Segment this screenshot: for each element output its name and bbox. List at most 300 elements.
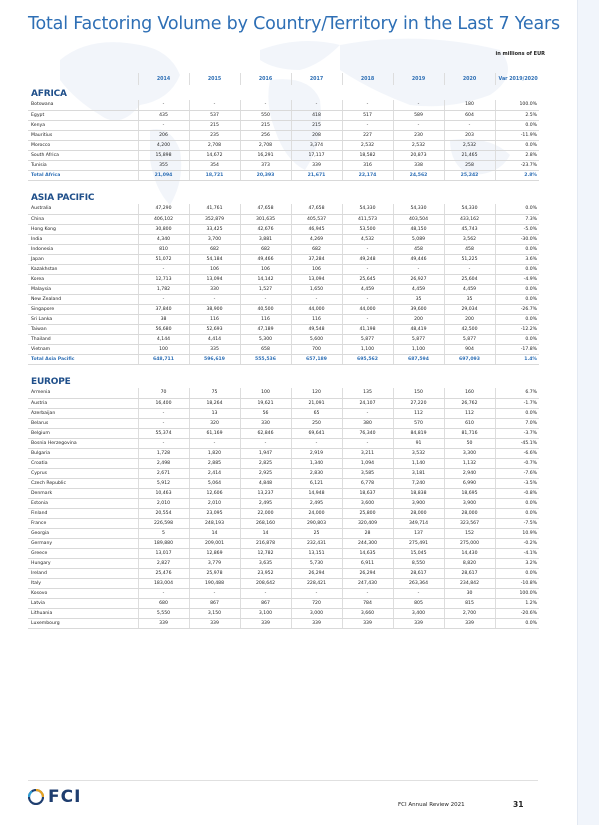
value-cell: 120 (291, 388, 342, 398)
section-gap (28, 364, 539, 373)
value-cell: - (444, 264, 495, 274)
total-value-cell: 648,711 (138, 354, 189, 364)
total-value-cell: 21,671 (291, 170, 342, 180)
total-value-cell: 21,094 (138, 170, 189, 180)
variation-cell: 10.9% (495, 528, 539, 538)
value-cell: 4,459 (444, 284, 495, 294)
value-cell: 28,617 (444, 568, 495, 578)
value-cell: 41,198 (342, 324, 393, 334)
value-cell: 2,919 (291, 448, 342, 458)
value-cell: 2,532 (444, 140, 495, 150)
value-cell: 17,117 (291, 150, 342, 160)
value-cell: - (342, 294, 393, 304)
value-cell: 5,600 (291, 334, 342, 344)
country-name: Kazakhstan (28, 264, 138, 274)
value-cell: 316 (342, 160, 393, 170)
value-cell: 226,598 (138, 518, 189, 528)
value-cell: - (240, 294, 291, 304)
table-row (28, 120, 539, 130)
value-cell: 61,169 (189, 428, 240, 438)
value-cell: - (291, 588, 342, 598)
value-cell: 10,463 (138, 488, 189, 498)
value-cell: 2,671 (138, 468, 189, 478)
value-cell: 234,842 (444, 578, 495, 588)
total-value-cell: 687,594 (393, 354, 444, 364)
table-row (28, 110, 539, 120)
value-cell: 23,095 (189, 508, 240, 518)
value-cell: 54,330 (393, 204, 444, 214)
table-row (28, 264, 539, 274)
country-name: Tunisia (28, 160, 138, 170)
value-cell: 3,532 (393, 448, 444, 458)
value-cell: - (138, 438, 189, 448)
value-cell: 18,695 (444, 488, 495, 498)
table-row (28, 244, 539, 254)
total-value-cell: 657,189 (291, 354, 342, 364)
variation-cell: -6.6% (495, 448, 539, 458)
variation-cell: 6.7% (495, 388, 539, 398)
country-name: Hungary (28, 558, 138, 568)
variation-cell: 0.0% (495, 120, 539, 130)
value-cell: 458 (444, 244, 495, 254)
value-cell: 658 (240, 344, 291, 354)
value-cell: 7,240 (393, 478, 444, 488)
column-header: 2020 (444, 73, 495, 85)
variation-cell: 0.0% (495, 568, 539, 578)
table-row (28, 438, 539, 448)
value-cell: - (138, 588, 189, 598)
variation-cell: 0.0% (495, 408, 539, 418)
value-cell: 263,364 (393, 578, 444, 588)
column-header: 2018 (342, 73, 393, 85)
value-cell: - (342, 588, 393, 598)
value-cell: 2,498 (138, 458, 189, 468)
country-name: Lithuania (28, 608, 138, 618)
value-cell: 3,181 (393, 468, 444, 478)
value-cell: 137 (393, 528, 444, 538)
value-cell: - (291, 100, 342, 110)
value-cell: 28,000 (444, 508, 495, 518)
variation-cell: 0.0% (495, 334, 539, 344)
value-cell: 6,121 (291, 478, 342, 488)
value-cell: 40,500 (240, 304, 291, 314)
value-cell: - (138, 100, 189, 110)
variation-cell: 100.0% (495, 588, 539, 598)
country-name: Thailand (28, 334, 138, 344)
variation-cell: 2.8% (495, 150, 539, 160)
value-cell: 403,504 (393, 214, 444, 224)
value-cell: 16,291 (240, 150, 291, 160)
value-cell: 160 (444, 388, 495, 398)
table-row (28, 588, 539, 598)
value-cell: 47,290 (138, 204, 189, 214)
value-cell: 1,782 (138, 284, 189, 294)
value-cell: 373 (240, 160, 291, 170)
value-cell: 1,340 (291, 458, 342, 468)
value-cell: 14,430 (444, 548, 495, 558)
value-cell: 3,150 (189, 608, 240, 618)
value-cell: 3,900 (444, 498, 495, 508)
value-cell: 2,010 (138, 498, 189, 508)
country-name: Denmark (28, 488, 138, 498)
value-cell: 433,162 (444, 214, 495, 224)
value-cell: 54,184 (189, 254, 240, 264)
value-cell: 21,465 (444, 150, 495, 160)
value-cell: 25,476 (138, 568, 189, 578)
header-blank (28, 73, 138, 85)
table-row (28, 388, 539, 398)
value-cell: 4,459 (393, 284, 444, 294)
variation-cell: -20.6% (495, 608, 539, 618)
variation-cell: -26.7% (495, 304, 539, 314)
value-cell: 4,414 (189, 334, 240, 344)
value-cell: 206 (138, 130, 189, 140)
value-cell: 55,374 (138, 428, 189, 438)
value-cell: 244,300 (342, 538, 393, 548)
total-value-cell: 22,174 (342, 170, 393, 180)
value-cell: 13,151 (291, 548, 342, 558)
variation-cell: -0.8% (495, 488, 539, 498)
value-cell: - (342, 100, 393, 110)
value-cell: 18,838 (393, 488, 444, 498)
value-cell: 301,635 (240, 214, 291, 224)
value-cell: 604 (444, 110, 495, 120)
table-row (28, 140, 539, 150)
value-cell: 26,762 (444, 398, 495, 408)
table-row (28, 518, 539, 528)
value-cell: 49,248 (342, 254, 393, 264)
value-cell: 116 (240, 314, 291, 324)
table-row (28, 204, 539, 214)
value-cell: 25,800 (342, 508, 393, 518)
section-title: ASIA PACIFIC (31, 193, 95, 203)
value-cell: 5,300 (240, 334, 291, 344)
value-cell: 682 (240, 244, 291, 254)
value-cell: 150 (393, 388, 444, 398)
country-name: Latvia (28, 598, 138, 608)
total-row (28, 354, 539, 364)
value-cell: 1,650 (291, 284, 342, 294)
value-cell: 3,700 (189, 234, 240, 244)
value-cell: 12,606 (189, 488, 240, 498)
value-cell: 3,585 (342, 468, 393, 478)
value-cell: 537 (189, 110, 240, 120)
variation-cell: -11.9% (495, 130, 539, 140)
variation-cell: 100.0% (495, 100, 539, 110)
value-cell: 1,140 (393, 458, 444, 468)
table-row (28, 234, 539, 244)
value-cell: 49,548 (291, 324, 342, 334)
value-cell: 12,713 (138, 274, 189, 284)
value-cell: 458 (393, 244, 444, 254)
value-cell: 3,400 (393, 608, 444, 618)
variation-cell: -3.5% (495, 478, 539, 488)
table-row (28, 214, 539, 224)
table-row (28, 448, 539, 458)
value-cell: 339 (444, 618, 495, 628)
value-cell: 180 (444, 100, 495, 110)
value-cell: 27,220 (393, 398, 444, 408)
value-cell: 215 (291, 120, 342, 130)
country-name: New Zealand (28, 294, 138, 304)
column-header: 2016 (240, 73, 291, 85)
value-cell: - (393, 120, 444, 130)
value-cell: 1,820 (189, 448, 240, 458)
value-cell: 339 (189, 618, 240, 628)
variation-cell: 0.0% (495, 294, 539, 304)
value-cell: 6,778 (342, 478, 393, 488)
value-cell: 26,927 (393, 274, 444, 284)
value-cell: 380 (342, 418, 393, 428)
value-cell: - (189, 100, 240, 110)
value-cell: 354 (189, 160, 240, 170)
section-title: EUROPE (31, 377, 71, 387)
value-cell: 2,885 (189, 458, 240, 468)
column-header: 2017 (291, 73, 342, 85)
value-cell: - (342, 314, 393, 324)
variation-cell: 0.0% (495, 204, 539, 214)
value-cell: 2,010 (189, 498, 240, 508)
value-cell: 75 (189, 388, 240, 398)
value-cell: 30 (444, 588, 495, 598)
value-cell: 610 (444, 418, 495, 428)
value-cell: 6,911 (342, 558, 393, 568)
country-name: Vietnam (28, 344, 138, 354)
country-name: Greece (28, 548, 138, 558)
value-cell: 14,672 (189, 150, 240, 160)
country-name: Belgium (28, 428, 138, 438)
value-cell: 25,604 (444, 274, 495, 284)
table-row (28, 468, 539, 478)
table-row (28, 398, 539, 408)
value-cell: 19,621 (240, 398, 291, 408)
value-cell: 720 (291, 598, 342, 608)
value-cell: - (342, 244, 393, 254)
fci-logo-icon (28, 789, 44, 805)
value-cell: 42,500 (444, 324, 495, 334)
value-cell: 33,425 (189, 224, 240, 234)
value-cell: 25,978 (189, 568, 240, 578)
value-cell: 230 (393, 130, 444, 140)
value-cell: 867 (240, 598, 291, 608)
variation-cell: 0.0% (495, 264, 539, 274)
value-cell: 3,100 (240, 608, 291, 618)
value-cell: 550 (240, 110, 291, 120)
value-cell: 14,948 (291, 488, 342, 498)
table-row (28, 608, 539, 618)
value-cell: 5,877 (342, 334, 393, 344)
variation-cell: 0.0% (495, 244, 539, 254)
value-cell: 106 (240, 264, 291, 274)
value-cell: 4,200 (138, 140, 189, 150)
country-name: India (28, 234, 138, 244)
country-name: Estonia (28, 498, 138, 508)
value-cell: 100 (240, 388, 291, 398)
table-row (28, 130, 539, 140)
table-row (28, 274, 539, 284)
column-header: 2019 (393, 73, 444, 85)
variation-cell: -10.8% (495, 578, 539, 588)
value-cell: 418 (291, 110, 342, 120)
value-cell: 112 (444, 408, 495, 418)
value-cell: 18,264 (189, 398, 240, 408)
value-cell: 13,237 (240, 488, 291, 498)
factoring-volume-table (28, 73, 539, 629)
section-header-row (28, 85, 539, 100)
publication-label: FCI Annual Review 2021 (398, 802, 465, 808)
value-cell: 227 (342, 130, 393, 140)
country-name: Belarus (28, 418, 138, 428)
total-label: Total Asia Pacific (28, 354, 138, 364)
country-name: Georgia (28, 528, 138, 538)
value-cell: 4,144 (138, 334, 189, 344)
value-cell: 2,830 (291, 468, 342, 478)
value-cell: 49,446 (393, 254, 444, 264)
value-cell: 3,374 (291, 140, 342, 150)
column-header: 2014 (138, 73, 189, 85)
country-name: Armenia (28, 388, 138, 398)
country-name: Azerbaijan (28, 408, 138, 418)
value-cell: 335 (189, 344, 240, 354)
value-cell: 339 (393, 618, 444, 628)
total-row (28, 170, 539, 180)
section-header-row (28, 189, 539, 204)
table-row (28, 538, 539, 548)
value-cell: 135 (342, 388, 393, 398)
value-cell: 14 (189, 528, 240, 538)
page-number: 31 (513, 800, 524, 809)
country-name: Australia (28, 204, 138, 214)
value-cell: 4,269 (291, 234, 342, 244)
value-cell: 2,495 (240, 498, 291, 508)
value-cell: 2,825 (240, 458, 291, 468)
value-cell: 2,532 (393, 140, 444, 150)
total-value-cell: 24,562 (393, 170, 444, 180)
fci-logo (28, 787, 81, 807)
value-cell: 290,803 (291, 518, 342, 528)
variation-cell: -23.7% (495, 160, 539, 170)
variation-cell: 0.0% (495, 498, 539, 508)
value-cell: 5 (138, 528, 189, 538)
value-cell: - (240, 438, 291, 448)
value-cell: 26,294 (291, 568, 342, 578)
footer-divider (28, 780, 538, 781)
value-cell: 339 (240, 618, 291, 628)
variation-cell: -5.0% (495, 224, 539, 234)
variation-cell: 0.0% (495, 140, 539, 150)
variation-cell: -4.9% (495, 274, 539, 284)
value-cell: 320 (189, 418, 240, 428)
value-cell: 275,000 (444, 538, 495, 548)
country-name: Botswana (28, 100, 138, 110)
value-cell: 1,094 (342, 458, 393, 468)
value-cell: 1,100 (342, 344, 393, 354)
value-cell: 15,898 (138, 150, 189, 160)
table-row (28, 304, 539, 314)
variation-cell: 0.0% (495, 314, 539, 324)
value-cell: 56,680 (138, 324, 189, 334)
value-cell: 81,716 (444, 428, 495, 438)
table-row (28, 428, 539, 438)
value-cell: 4,340 (138, 234, 189, 244)
table-row (28, 334, 539, 344)
value-cell: - (240, 100, 291, 110)
value-cell: 320,409 (342, 518, 393, 528)
country-name: Singapore (28, 304, 138, 314)
value-cell: 2,940 (444, 468, 495, 478)
value-cell: - (138, 418, 189, 428)
value-cell: 3,600 (342, 498, 393, 508)
value-cell: 275,491 (393, 538, 444, 548)
value-cell: 25 (291, 528, 342, 538)
value-cell: 24,000 (291, 508, 342, 518)
value-cell: 116 (189, 314, 240, 324)
value-cell: 47,658 (240, 204, 291, 214)
value-cell: 4,848 (240, 478, 291, 488)
value-cell: 183,004 (138, 578, 189, 588)
value-cell: 106 (291, 264, 342, 274)
value-cell: 38,900 (189, 304, 240, 314)
variation-cell: -1.7% (495, 398, 539, 408)
value-cell: 62,846 (240, 428, 291, 438)
value-cell: 200 (444, 314, 495, 324)
value-cell: - (240, 588, 291, 598)
value-cell: 22,000 (240, 508, 291, 518)
value-cell: - (393, 264, 444, 274)
value-cell: 815 (444, 598, 495, 608)
value-cell: - (138, 264, 189, 274)
table-row (28, 324, 539, 334)
column-header: Var 2019/2020 (495, 73, 539, 85)
variation-cell: 3.6% (495, 254, 539, 264)
country-name: Bulgaria (28, 448, 138, 458)
value-cell: 51,072 (138, 254, 189, 264)
value-cell: 42,676 (240, 224, 291, 234)
value-cell: 5,877 (444, 334, 495, 344)
value-cell: 2,708 (189, 140, 240, 150)
value-cell: 8,820 (444, 558, 495, 568)
value-cell: 4,532 (342, 234, 393, 244)
value-cell: 152 (444, 528, 495, 538)
value-cell: 268,160 (240, 518, 291, 528)
variation-cell: 0.0% (495, 284, 539, 294)
variation-cell: 0.0% (495, 508, 539, 518)
value-cell: - (342, 438, 393, 448)
units-label: in millions of EUR (495, 51, 545, 57)
value-cell: 13,094 (189, 274, 240, 284)
value-cell: 25,645 (342, 274, 393, 284)
country-name: France (28, 518, 138, 528)
value-cell: 100 (138, 344, 189, 354)
value-cell: 8,550 (393, 558, 444, 568)
total-variation-cell: 2.8% (495, 170, 539, 180)
value-cell: - (393, 100, 444, 110)
value-cell: 589 (393, 110, 444, 120)
table-row (28, 558, 539, 568)
value-cell: 44,000 (342, 304, 393, 314)
value-cell: 49,466 (240, 254, 291, 264)
value-cell: 3,779 (189, 558, 240, 568)
value-cell: 355 (138, 160, 189, 170)
value-cell: 1,728 (138, 448, 189, 458)
value-cell: 13,094 (291, 274, 342, 284)
value-cell: 12,782 (240, 548, 291, 558)
value-cell: 3,900 (393, 498, 444, 508)
value-cell: - (342, 120, 393, 130)
value-cell: 258 (444, 160, 495, 170)
value-cell: 35 (444, 294, 495, 304)
value-cell: 28,000 (393, 508, 444, 518)
